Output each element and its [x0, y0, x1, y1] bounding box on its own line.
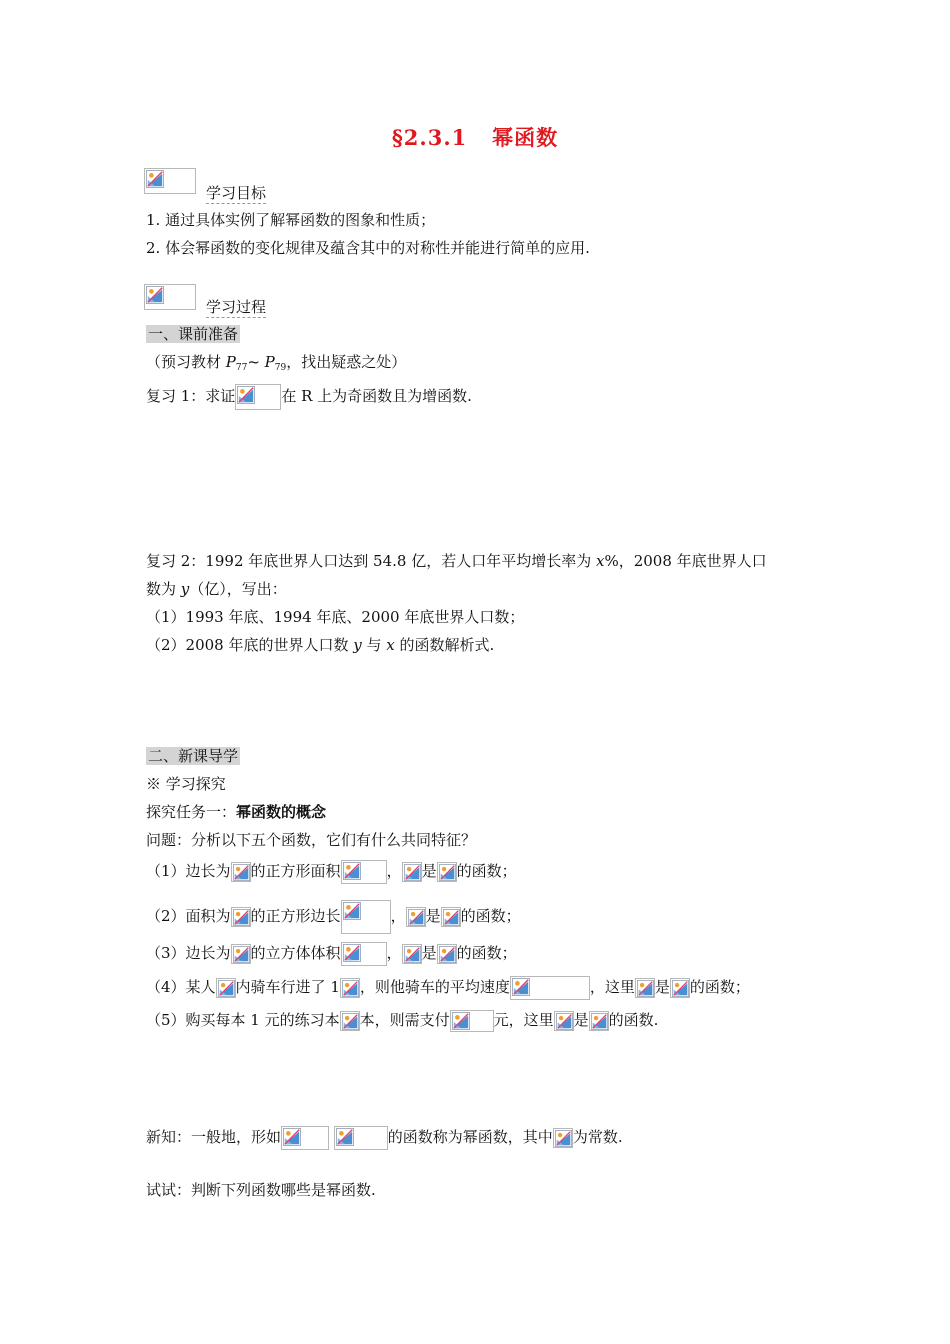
section-new-lesson-label: 二、新课导学	[148, 747, 239, 765]
image-icon	[404, 864, 421, 881]
formula-placeholder	[231, 944, 251, 964]
formula-placeholder	[670, 978, 690, 998]
section-prep	[146, 324, 240, 344]
image-icon	[637, 980, 654, 997]
image-icon	[343, 862, 361, 880]
task-heading: 探究任务一：幂函数的概念	[146, 803, 327, 821]
formula-placeholder	[281, 1126, 329, 1150]
image-icon	[672, 980, 689, 997]
review-2-line-2: 数为 y（亿），写出：	[146, 580, 287, 598]
list-item: （4）某人 内骑车行进了 1 ，则他骑车的平均速度 ，这里 是 的函数；	[146, 976, 750, 1000]
section-prep-label: 一、课前准备	[148, 325, 239, 343]
formula-placeholder	[635, 978, 655, 998]
image-icon	[237, 386, 255, 404]
image-icon	[342, 1013, 359, 1030]
formula-placeholder	[441, 907, 461, 927]
goal-item-1: 1. 通过具体实例了解幂函数的图象和性质；	[146, 211, 436, 229]
question: 问题：分析以下五个函数，它们有什么共同特征？	[146, 831, 477, 849]
explore-heading: ※ 学习探究	[146, 775, 226, 793]
formula-placeholder	[589, 1011, 609, 1031]
goal-item-2: 2. 体会幂函数的变化规律及蕴含其中的对称性并能进行简单的应用.	[146, 239, 590, 257]
image-icon	[146, 286, 164, 304]
formula-placeholder	[402, 944, 422, 964]
page-title: §2.3.1 幂函数	[391, 125, 559, 150]
formula-placeholder	[216, 978, 236, 998]
image-icon	[343, 944, 361, 962]
image-icon	[218, 980, 235, 997]
image-icon	[233, 864, 250, 881]
goals-image-placeholder	[144, 168, 196, 194]
image-icon	[443, 909, 460, 926]
list-item: （5）购买每本 1 元的练习本 本，则需支付 元，这里 是 的函数.	[146, 1010, 658, 1032]
formula-placeholder	[341, 942, 387, 966]
goals-heading: 学习目标	[206, 184, 267, 202]
preview-note: （预习教材 $P_{77}\sim$ $P_{79}$，找出疑惑之处）	[146, 353, 407, 373]
review-2-question-2: （2）2008 年底的世界人口数 y 与 x 的函数解析式.	[146, 636, 495, 654]
process-heading: 学习过程	[206, 298, 267, 316]
image-icon	[233, 946, 250, 963]
formula-placeholder	[450, 1010, 494, 1032]
image-icon	[342, 980, 359, 997]
new-knowledge: 新知：一般地，形如 的函数称为幂函数，其中 为常数.	[146, 1126, 623, 1150]
formula-placeholder	[231, 862, 251, 882]
image-icon	[452, 1012, 470, 1030]
list-item: （1）边长为 的正方形面积 ， 是 的函数；	[146, 860, 517, 884]
image-icon	[336, 1128, 354, 1146]
formula-placeholder	[341, 900, 391, 934]
formula-placeholder	[340, 1011, 360, 1031]
review-2-question-1: （1）1993 年底、1994 年底、2000 年底世界人口数；	[146, 608, 525, 626]
image-icon	[591, 1013, 608, 1030]
formula-placeholder	[341, 860, 387, 884]
image-icon	[556, 1013, 573, 1030]
formula-placeholder	[340, 978, 360, 998]
image-icon	[439, 946, 456, 963]
formula-placeholder	[437, 862, 457, 882]
try-it: 试试：判断下列函数哪些是幂函数.	[146, 1181, 376, 1199]
list-item: （3）边长为 的立方体体积 ， 是 的函数；	[146, 942, 517, 966]
image-icon	[146, 170, 164, 188]
image-icon	[512, 978, 530, 996]
image-icon	[404, 946, 421, 963]
list-item: （2）面积为 的正方形边长 ， 是 的函数；	[146, 900, 521, 934]
section-new-lesson	[146, 746, 240, 766]
formula-placeholder	[334, 1126, 388, 1150]
formula-placeholder	[402, 862, 422, 882]
image-icon	[408, 909, 425, 926]
review-1: 复习 1：求证 在 R 上为奇函数且为增函数.	[146, 384, 472, 410]
formula-placeholder	[437, 944, 457, 964]
formula-placeholder	[553, 1128, 573, 1148]
image-icon	[343, 902, 361, 920]
image-icon	[439, 864, 456, 881]
formula-placeholder	[554, 1011, 574, 1031]
image-icon	[283, 1128, 301, 1146]
formula-placeholder	[231, 907, 251, 927]
formula-placeholder	[510, 976, 590, 1000]
formula-placeholder	[406, 907, 426, 927]
formula-placeholder	[235, 384, 281, 410]
image-icon	[233, 909, 250, 926]
image-icon	[555, 1130, 572, 1147]
review-2-line-1: 复习 2：1992 年底世界人口达到 54.8 亿，若人口年平均增长率为 x%，2008 年底世界人口	[146, 552, 767, 570]
process-image-placeholder	[144, 284, 196, 310]
